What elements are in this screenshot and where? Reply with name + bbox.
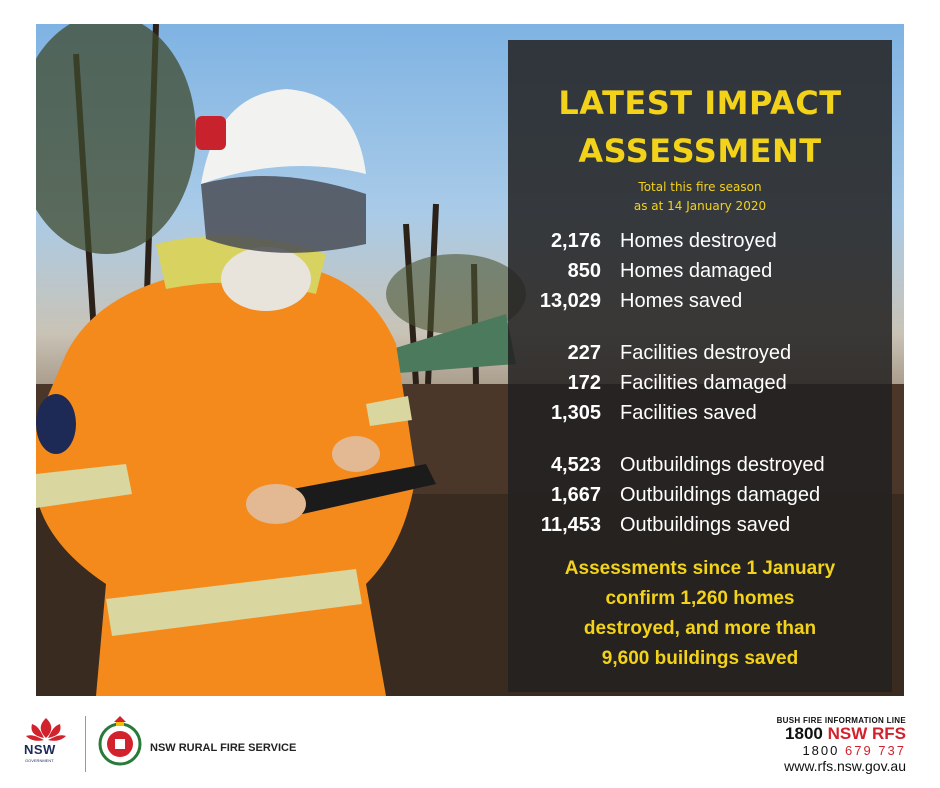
stat-label: Outbuildings damaged [620,484,821,506]
hotline-digits [777,743,906,758]
stat-value: 2,176 [550,230,601,252]
website-link[interactable]: www.rfs.nsw.gov.au [784,758,906,774]
stat-value: 4,523 [550,454,601,476]
hotline-label: BUSH FIRE INFORMATION LINE [776,716,906,725]
footnote-line: destroyed, and more than [583,618,817,639]
nsw-logo-text: NSW [24,742,56,757]
stat-label: Facilities damaged [620,372,787,394]
footnote-line: confirm 1,260 homes [605,588,795,609]
stat-value: 172 [567,372,601,394]
panel-subtitle-line1: Total this fire season [638,180,762,194]
stat-row [508,480,892,510]
panel-title-line2: ASSESSMENT [578,132,822,170]
stat-label: Outbuildings saved [620,514,791,536]
stat-value: 1,305 [550,402,601,424]
stat-value: 227 [567,342,601,364]
stat-label: Homes saved [620,290,743,312]
panel-title-line1: LATEST IMPACT [558,84,842,122]
stat-value: 1,667 [550,484,601,506]
footnote-line: Assessments since 1 January [564,558,836,579]
hotline-block [777,716,906,775]
hotline-digits-suffix: 679 737 [845,743,906,758]
stat-row [508,338,892,368]
footer-divider [85,716,86,772]
stat-value: 11,453 [540,514,601,536]
rfs-badge-icon [96,714,144,770]
stat-value: 13,029 [539,290,601,312]
stat-label: Facilities saved [620,402,757,424]
hotline-number-prefix: 1800 [785,724,823,743]
hotline-number-suffix: NSW RFS [827,724,906,743]
impact-panel [508,40,892,692]
stat-value: 850 [567,260,601,282]
nsw-government-text: GOVERNMENT [25,758,54,763]
stat-label: Outbuildings destroyed [620,454,825,476]
footnote-line: 9,600 buildings saved [601,648,799,669]
stat-row [508,398,892,428]
hotline-number [777,725,906,743]
stat-label: Homes damaged [620,260,773,282]
stat-row [508,450,892,480]
stat-row [508,286,892,316]
stat-row [508,510,892,540]
stat-label: Facilities destroyed [620,342,792,364]
footer [0,696,940,788]
stat-row [508,226,892,256]
stat-row [508,368,892,398]
stat-row [508,256,892,286]
panel-subtitle-line2: as at 14 January 2020 [633,199,767,213]
hotline-digits-prefix: 1800 [802,743,840,758]
rfs-name: NSW RURAL FIRE SERVICE [150,742,297,754]
stat-label: Homes destroyed [620,230,777,252]
